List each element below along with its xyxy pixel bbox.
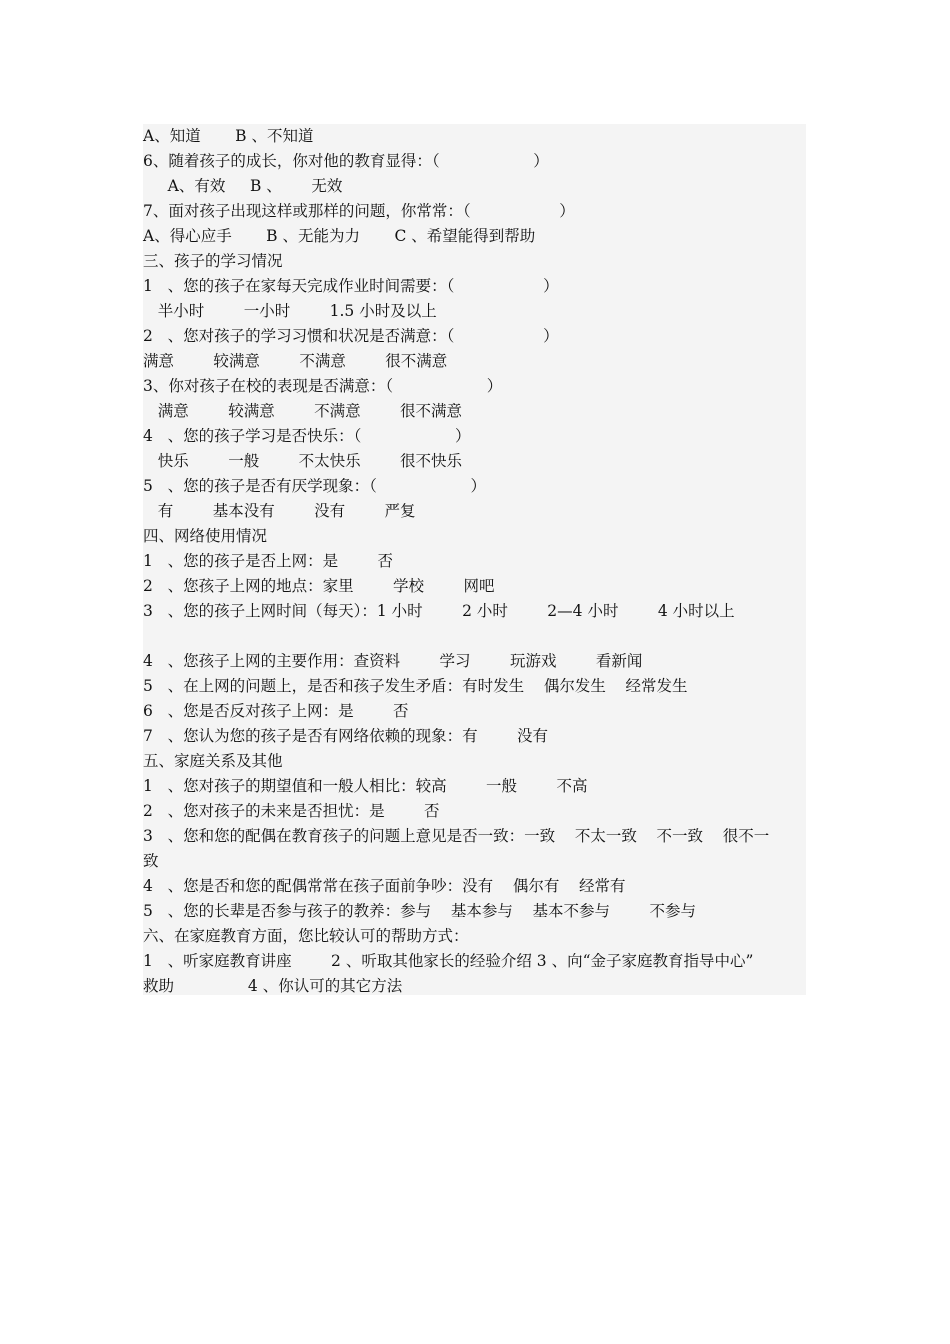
section-heading-4: 四、网络使用情况: [143, 527, 268, 545]
line-33: 1 、听家庭教育讲座 2 、听取其他家长的经验介绍 3 、向“金子家庭教育指导中心”: [143, 952, 754, 970]
line-19: 2 、您孩子上网的地点：家里 学校 网吧: [143, 577, 495, 595]
line-13: 4 、您的孩子学习是否快乐：（ ）: [143, 427, 471, 445]
questionnaire-body: [143, 124, 806, 995]
line-2: 6、随着孩子的成长，你对他的教育显得：（ ）: [143, 152, 549, 170]
line-10: 满意 较满意 不满意 很不满意: [143, 352, 448, 370]
line-3: A、有效 B 、 无效: [143, 177, 343, 195]
line-11: 3、你对孩子在校的表现是否满意：（ ）: [143, 377, 503, 395]
line-15: 5 、您的孩子是否有厌学现象：（ ）: [143, 477, 487, 495]
line-12: 满意 较满意 不满意 很不满意: [143, 402, 463, 420]
line-7: 1 、您的孩子在家每天完成作业时间需要：（ ）: [143, 277, 559, 295]
line-4: 7、面对孩子出现这样或那样的问题，你常常：（ ）: [143, 202, 575, 220]
line-24: 7 、您认为您的孩子是否有网络依赖的现象：有 没有: [143, 727, 549, 745]
line-1: A、知道 B 、不知道: [143, 127, 314, 145]
line-22: 5 、在上网的问题上，是否和孩子发生矛盾：有时发生 偶尔发生 经常发生: [143, 677, 688, 695]
line-23: 6 、您是否反对孩子上网：是 否: [143, 702, 409, 720]
line-30: 4 、您是否和您的配偶常常在孩子面前争吵：没有 偶尔有 经常有: [143, 877, 626, 895]
line-26: 1 、您对孩子的期望值和一般人相比：较高 一般 不高: [143, 777, 588, 795]
line-5: A、得心应手 B 、无能为力 C 、希望能得到帮助: [143, 227, 536, 245]
line-34: 救助 4 、你认可的其它方法: [143, 977, 403, 995]
line-9: 2 、您对孩子的学习习惯和状况是否满意：（ ）: [143, 327, 559, 345]
line-27: 2 、您对孩子的未来是否担忧：是 否: [143, 802, 440, 820]
line-29: 致: [143, 852, 159, 870]
line-18: 1 、您的孩子是否上网：是 否: [143, 552, 394, 570]
line-14: 快乐 一般 不太快乐 很不快乐: [143, 452, 463, 470]
line-28: 3 、您和您的配偶在教育孩子的问题上意见是否一致：一致 不太一致 不一致 很不一: [143, 827, 770, 845]
section-heading-3: 三、孩子的学习情况: [143, 252, 283, 270]
line-31: 5 、您的长辈是否参与孩子的教养：参与 基本参与 基本不参与 不参与: [143, 902, 696, 920]
section-heading-6: 六、在家庭教育方面，您比较认可的帮助方式：: [143, 927, 469, 945]
line-16: 有 基本没有 没有 严复: [143, 502, 416, 520]
line-20: 3 、您的孩子上网时间（每天）：1 小时 2 小时 2—4 小时 4 小时以上: [143, 602, 735, 620]
line-8: 半小时 一小时 1.5 小时及以上: [143, 302, 437, 320]
section-heading-5: 五、家庭关系及其他: [143, 752, 283, 770]
line-21: 4 、您孩子上网的主要作用：查资料 学习 玩游戏 看新闻: [143, 652, 643, 670]
